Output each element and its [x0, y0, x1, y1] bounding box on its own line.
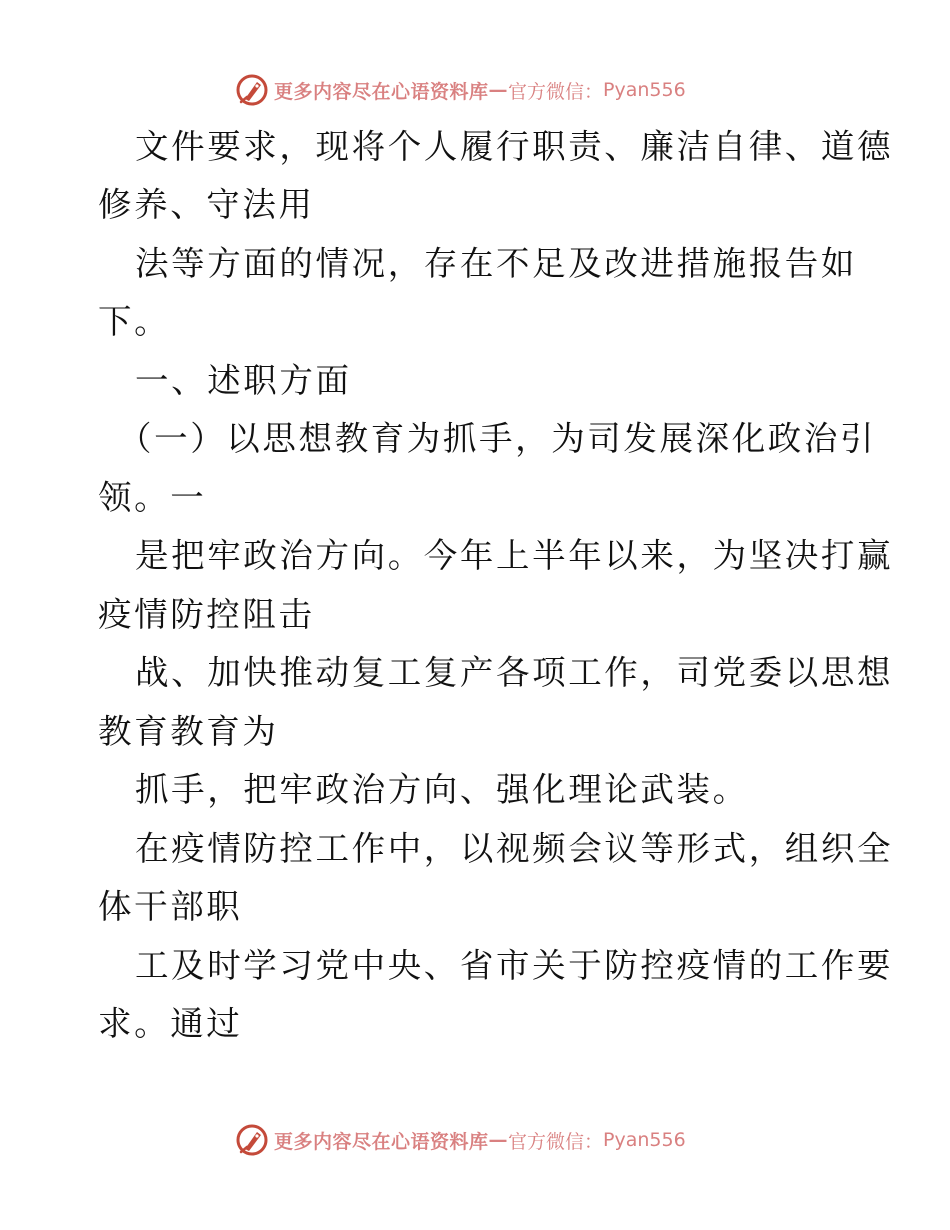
paragraph-line: 工及时学习党中央、省市关于防控疫情的工作要: [135, 946, 894, 985]
paragraph-continuation: 求。通过: [98, 1004, 243, 1043]
paragraph-line: 在疫情防控工作中，以视频会议等形式，组织全: [135, 829, 894, 868]
watermark-wechat-id: Pyan556: [603, 79, 686, 101]
watermark-wechat-label: 官方微信：: [508, 1130, 604, 1153]
paragraph-continuation: 修养、守法用: [98, 185, 315, 224]
watermark-wechat-label: 官方微信：: [508, 80, 604, 103]
subsection-heading: （一）以思想教育为抓手，为司发展深化政治引: [118, 419, 877, 458]
watermark-brand: 更多内容尽在心语资料库: [274, 1130, 489, 1153]
watermark-wechat-id: Pyan556: [603, 1129, 686, 1151]
paragraph-continuation: 体干部职: [98, 887, 243, 926]
paragraph-line: 抓手，把牢政治方向、强化理论武装。: [135, 770, 749, 809]
paragraph-continuation: 教育教育为: [98, 712, 279, 751]
watermark-footer: [235, 1123, 686, 1157]
section-heading: 一、述职方面: [135, 361, 352, 400]
paragraph-line: 文件要求，现将个人履行职责、廉洁自律、道德: [135, 127, 894, 166]
paragraph-continuation: 下。: [98, 302, 171, 341]
watermark-brand: 更多内容尽在心语资料库: [274, 80, 489, 103]
paragraph-line: 战、加快推动复工复产各项工作，司党委以思想: [135, 653, 894, 692]
pen-nib-circle-icon: [235, 73, 269, 107]
paragraph-line: 法等方面的情况，存在不足及改进措施报告如: [135, 244, 857, 283]
pen-nib-circle-icon: [235, 1123, 269, 1157]
watermark-dash: —: [488, 1129, 509, 1151]
watermark-dash: —: [488, 79, 509, 101]
paragraph-continuation: 领。一: [98, 478, 207, 517]
paragraph-line: 是把牢政治方向。今年上半年以来，为坚决打赢: [135, 536, 894, 575]
paragraph-continuation: 疫情防控阻击: [98, 595, 315, 634]
watermark-header: [235, 73, 686, 107]
